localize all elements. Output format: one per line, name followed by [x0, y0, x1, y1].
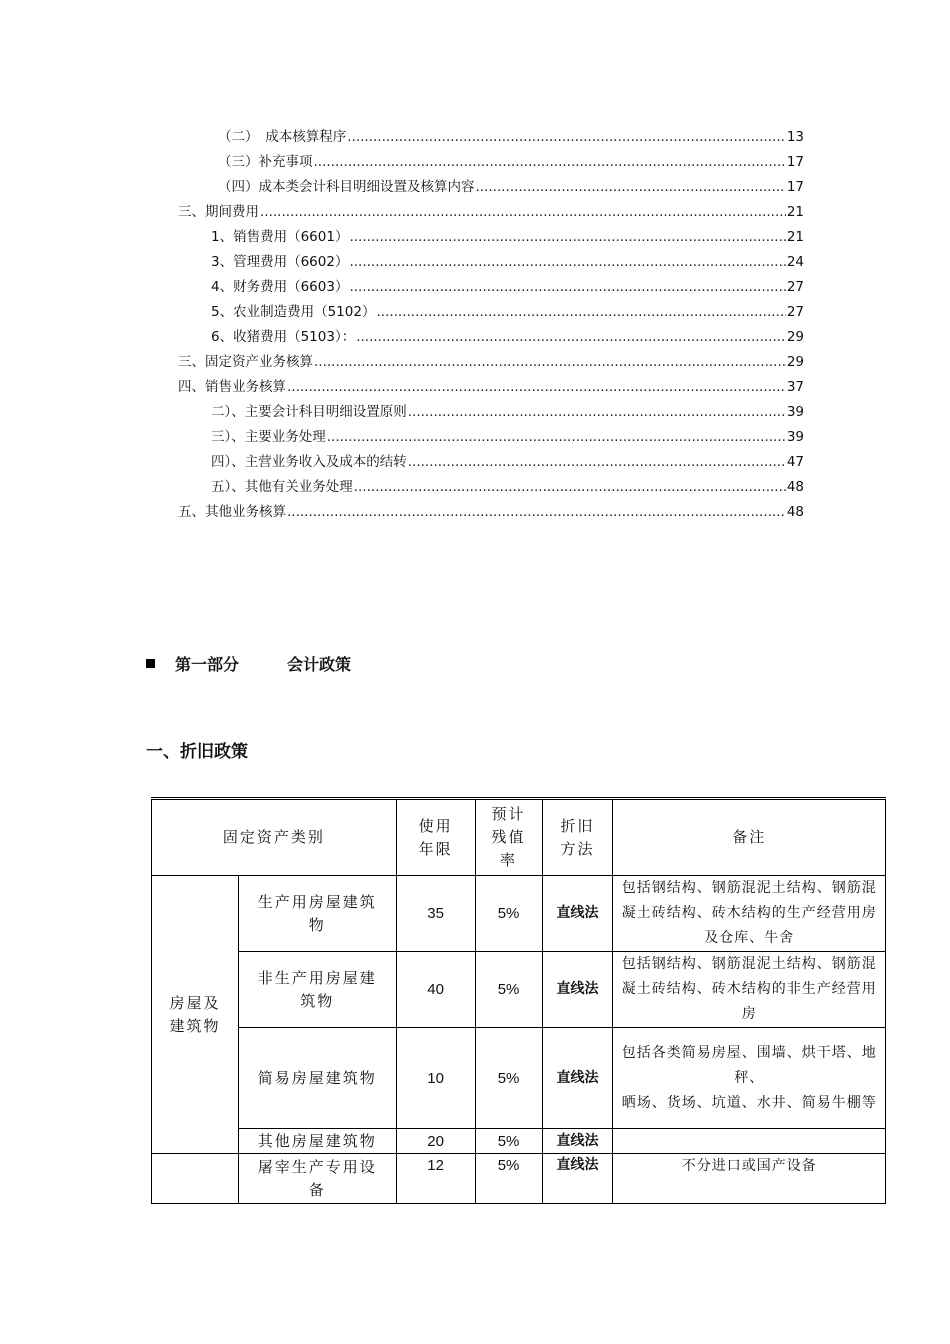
toc-page-number: 47: [786, 454, 804, 470]
life-value: 12: [396, 1154, 475, 1204]
toc-entry[interactable]: （三）补充事项 ..... 17: [218, 152, 804, 172]
toc-page-number: 17: [786, 154, 804, 170]
toc-page-number: 29: [786, 329, 804, 345]
toc-page-number: 39: [786, 429, 804, 445]
life-value: 20: [396, 1129, 475, 1154]
table-row: [152, 1154, 886, 1204]
life-value: 10: [396, 1028, 475, 1129]
toc-entry[interactable]: 三）、主要业务处理 ..... 39: [211, 427, 804, 447]
residual-value: 5%: [475, 1129, 542, 1154]
asset-name: 屠宰生产专用设备: [238, 1154, 396, 1204]
residual-value: 5%: [475, 952, 542, 1028]
residual-value: 5%: [475, 876, 542, 952]
toc-entry[interactable]: 四、销售业务核算 ..... 37: [178, 377, 804, 397]
toc-page-number: 24: [786, 254, 804, 270]
method-value: 直线法: [542, 1129, 613, 1154]
toc-page-number: 48: [786, 479, 804, 495]
life-value: 40: [396, 952, 475, 1028]
toc-page-number: 13: [786, 129, 804, 145]
toc-entry[interactable]: （二） 成本核算程序 ..... 13: [218, 127, 804, 147]
part-title: 会计政策: [287, 655, 352, 674]
toc-entry[interactable]: 五、其他业务核算 ..... 48: [178, 502, 804, 522]
header-category: 固定资产类别: [152, 799, 397, 876]
residual-value: 5%: [475, 1028, 542, 1129]
header-note: 备注: [613, 799, 886, 876]
toc-entry[interactable]: 二）、主要会计科目明细设置原则 ..... 39: [211, 402, 804, 422]
toc-entry[interactable]: 三、固定资产业务核算 ..... 29: [178, 352, 804, 372]
residual-value: 5%: [475, 1154, 542, 1204]
toc-page-number: 27: [786, 279, 804, 295]
asset-name: 其他房屋建筑物: [238, 1129, 396, 1154]
note-value: 不分进口或国产设备: [613, 1154, 886, 1204]
toc-entry[interactable]: 1、销售费用（6601） ..... 21: [211, 227, 804, 247]
toc-entry[interactable]: 3、管理费用（6602） ..... 24: [211, 252, 804, 272]
header-method: 折旧方法: [542, 799, 613, 876]
toc-page-number: 21: [786, 204, 804, 220]
asset-name: 生产用房屋建筑物: [238, 876, 396, 952]
table-row: [152, 1028, 886, 1129]
toc-entry[interactable]: 4、财务费用（6603） ..... 27: [211, 277, 804, 297]
note-value: [613, 1129, 886, 1154]
toc-page-number: 37: [786, 379, 804, 395]
toc-entry[interactable]: 四）、主营业务收入及成本的结转 ..... 47: [211, 452, 804, 472]
toc-entry[interactable]: （四）成本类会计科目明细设置及核算内容 ..... 17: [218, 177, 804, 197]
square-bullet-icon: [146, 659, 155, 668]
group-cell: 房屋及建筑物: [152, 876, 239, 1154]
toc-entry[interactable]: 五）、其他有关业务处理 ..... 48: [211, 477, 804, 497]
header-residual: 预计残值率: [475, 799, 542, 876]
table-row: [152, 952, 886, 1028]
table-row: [152, 1129, 886, 1154]
toc-entry[interactable]: 三、期间费用 ..... 21: [178, 202, 804, 222]
note-value: 包括各类简易房屋、围墙、烘干塔、地秤、 晒场、货场、坑道、水井、简易牛棚等: [613, 1028, 886, 1129]
table-row: [152, 876, 886, 952]
toc-entry[interactable]: 6、收猪费用（5103）： ..... 29: [211, 327, 804, 347]
toc-page-number: 39: [786, 404, 804, 420]
part-heading: [146, 652, 351, 675]
method-value: 直线法: [542, 876, 613, 952]
method-value: 直线法: [542, 952, 613, 1028]
toc-page-number: 27: [786, 304, 804, 320]
toc-page-number: 17: [786, 179, 804, 195]
toc-entry[interactable]: 5、农业制造费用（5102） ..... 27: [211, 302, 804, 322]
toc-page-number: 21: [786, 229, 804, 245]
method-value: 直线法: [542, 1028, 613, 1129]
section-heading: 一、折旧政策: [146, 742, 248, 762]
asset-name: 简易房屋建筑物: [238, 1028, 396, 1129]
note-value: 包括钢结构、钢筋混泥土结构、钢筋混凝土砖结构、砖木结构的非生产经营用房: [613, 952, 886, 1028]
life-value: 35: [396, 876, 475, 952]
part-label: 第一部分: [175, 655, 240, 674]
note-value: 包括钢结构、钢筋混泥土结构、钢筋混凝土砖结构、砖木结构的生产经营用房及仓库、牛舍: [613, 876, 886, 952]
depreciation-table: [151, 797, 886, 1204]
table-header-row: [152, 799, 886, 876]
header-life: 使用年限: [396, 799, 475, 876]
toc-page-number: 29: [786, 354, 804, 370]
group-cell-empty: [152, 1154, 239, 1204]
asset-name: 非生产用房屋建筑物: [238, 952, 396, 1028]
method-value: 直线法: [542, 1154, 613, 1204]
toc-page-number: 48: [786, 504, 804, 520]
